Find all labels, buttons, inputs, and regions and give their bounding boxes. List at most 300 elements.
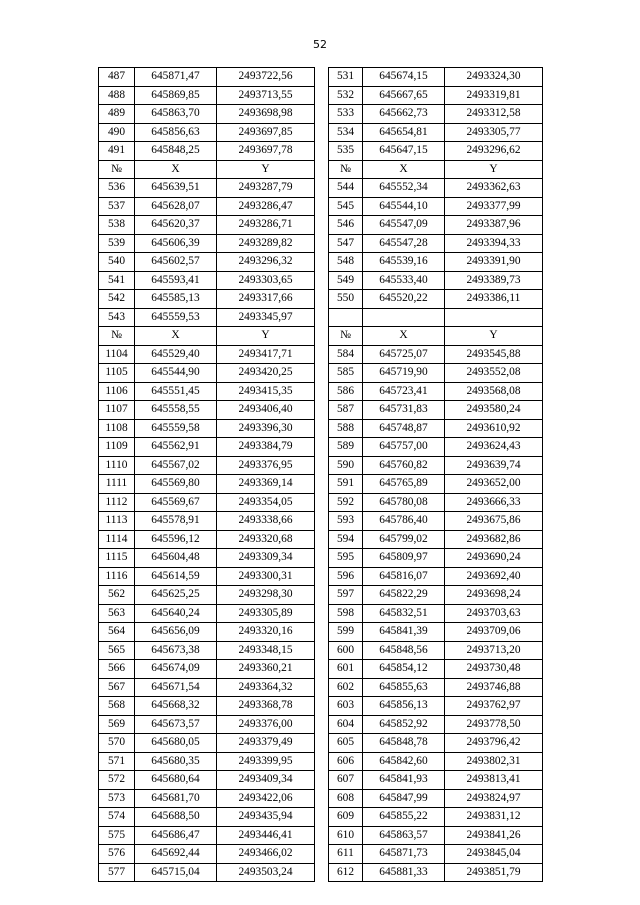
- point-number: 568: [99, 697, 135, 716]
- point-number: 612: [329, 863, 363, 882]
- column-gap: [315, 808, 329, 827]
- column-gap: [315, 863, 329, 882]
- column-gap: [315, 660, 329, 679]
- coord-y: 2493319,81: [445, 86, 543, 105]
- point-number: 611: [329, 845, 363, 864]
- column-gap: [315, 456, 329, 475]
- coord-x: 645848,78: [363, 734, 445, 753]
- table-row: [99, 86, 543, 105]
- coord-y: 2493796,42: [445, 734, 543, 753]
- coord-y: 2493697,78: [217, 142, 315, 161]
- table-row: [99, 789, 543, 808]
- coord-x: 645799,02: [363, 530, 445, 549]
- column-gap: [315, 364, 329, 383]
- column-gap: [315, 752, 329, 771]
- coord-y: 2493624,43: [445, 438, 543, 457]
- coord-x: 645680,05: [135, 734, 217, 753]
- coord-x: 645654,81: [363, 123, 445, 142]
- header-y: Y: [217, 327, 315, 346]
- coord-y: 2493409,34: [217, 771, 315, 790]
- point-number: 586: [329, 382, 363, 401]
- coord-y: 2493722,56: [217, 68, 315, 87]
- point-number: 572: [99, 771, 135, 790]
- point-number: 599: [329, 623, 363, 642]
- coord-x: 645715,04: [135, 863, 217, 882]
- table-row: [99, 68, 543, 87]
- table-row: [99, 715, 543, 734]
- coord-x: 645841,39: [363, 623, 445, 642]
- coord-x: 645625,25: [135, 586, 217, 605]
- point-number: 585: [329, 364, 363, 383]
- point-number: 541: [99, 271, 135, 290]
- coord-x: 645569,80: [135, 475, 217, 494]
- point-number: 605: [329, 734, 363, 753]
- table-row: [99, 678, 543, 697]
- point-number: 570: [99, 734, 135, 753]
- table-row: [99, 197, 543, 216]
- point-number: 594: [329, 530, 363, 549]
- point-number: 546: [329, 216, 363, 235]
- point-number: 534: [329, 123, 363, 142]
- coord-x: 645881,33: [363, 863, 445, 882]
- coord-y: 2493348,15: [217, 641, 315, 660]
- coord-y: 2493389,73: [445, 271, 543, 290]
- coord-x: 645604,48: [135, 549, 217, 568]
- point-number: 598: [329, 604, 363, 623]
- table-row: [99, 752, 543, 771]
- coord-x: 645855,63: [363, 678, 445, 697]
- point-number: 593: [329, 512, 363, 531]
- coord-x: 645547,28: [363, 234, 445, 253]
- coordinates-table: [98, 67, 543, 882]
- point-number: 562: [99, 586, 135, 605]
- coord-y: 2493396,30: [217, 419, 315, 438]
- point-number: 587: [329, 401, 363, 420]
- point-number: 600: [329, 641, 363, 660]
- coord-y: 2493709,06: [445, 623, 543, 642]
- column-gap: [315, 789, 329, 808]
- column-gap: [315, 512, 329, 531]
- point-number: 588: [329, 419, 363, 438]
- coord-x: 645562,91: [135, 438, 217, 457]
- coord-y: 2493376,00: [217, 715, 315, 734]
- point-number: 564: [99, 623, 135, 642]
- coord-x: 645847,99: [363, 789, 445, 808]
- coord-y: 2493824,97: [445, 789, 543, 808]
- column-gap: [315, 160, 329, 179]
- column-gap: [315, 697, 329, 716]
- coord-x: 645855,22: [363, 808, 445, 827]
- coord-x: 645559,53: [135, 308, 217, 327]
- column-gap: [315, 253, 329, 272]
- table-row: [99, 604, 543, 623]
- coord-x: 645856,13: [363, 697, 445, 716]
- coord-x: 645848,56: [363, 641, 445, 660]
- point-number: 548: [329, 253, 363, 272]
- coord-y: 2493345,97: [217, 308, 315, 327]
- point-number: 577: [99, 863, 135, 882]
- table-row: [99, 105, 543, 124]
- point-number: 547: [329, 234, 363, 253]
- coord-x: 645871,47: [135, 68, 217, 87]
- coord-x: 645854,12: [363, 660, 445, 679]
- coord-x: 645871,73: [363, 845, 445, 864]
- column-gap: [315, 586, 329, 605]
- coord-y: 2493362,63: [445, 179, 543, 198]
- column-gap: [315, 401, 329, 420]
- table-row: [99, 308, 543, 327]
- point-number: 1108: [99, 419, 135, 438]
- column-gap: [315, 327, 329, 346]
- coord-x: 645559,58: [135, 419, 217, 438]
- coord-y: 2493580,24: [445, 401, 543, 420]
- coord-x: 645547,09: [363, 216, 445, 235]
- coord-x: 645544,90: [135, 364, 217, 383]
- coord-y: 2493703,63: [445, 604, 543, 623]
- column-gap: [315, 493, 329, 512]
- table-row: [99, 364, 543, 383]
- table-row: [99, 493, 543, 512]
- coord-y: 2493406,40: [217, 401, 315, 420]
- coord-y: 2493610,92: [445, 419, 543, 438]
- column-gap: [315, 475, 329, 494]
- column-gap: [315, 530, 329, 549]
- coord-x: 645816,07: [363, 567, 445, 586]
- coord-y: 2493417,71: [217, 345, 315, 364]
- column-gap: [315, 845, 329, 864]
- point-number: 565: [99, 641, 135, 660]
- point-number: 549: [329, 271, 363, 290]
- page-number: 52: [313, 38, 327, 51]
- coord-y: 2493320,16: [217, 623, 315, 642]
- coord-x: 645809,97: [363, 549, 445, 568]
- coord-x: 645748,87: [363, 419, 445, 438]
- coord-y: 2493300,31: [217, 567, 315, 586]
- coord-y: 2493324,30: [445, 68, 543, 87]
- point-number: 1106: [99, 382, 135, 401]
- coord-x: 645780,08: [363, 493, 445, 512]
- point-number: 1113: [99, 512, 135, 531]
- coord-x: 645688,50: [135, 808, 217, 827]
- point-number: 592: [329, 493, 363, 512]
- coord-x: 645529,40: [135, 345, 217, 364]
- coord-x: 645822,29: [363, 586, 445, 605]
- coord-x: 645686,47: [135, 826, 217, 845]
- table-row: [99, 641, 543, 660]
- table-row: [99, 826, 543, 845]
- point-number: 1109: [99, 438, 135, 457]
- coord-x: 645533,40: [363, 271, 445, 290]
- point-number: 607: [329, 771, 363, 790]
- column-gap: [315, 123, 329, 142]
- column-gap: [315, 308, 329, 327]
- coord-x: 645539,16: [363, 253, 445, 272]
- coord-x: 645848,25: [135, 142, 217, 161]
- point-number: 1114: [99, 530, 135, 549]
- coord-x: 645640,24: [135, 604, 217, 623]
- point-number: 569: [99, 715, 135, 734]
- table-row: [99, 697, 543, 716]
- coord-x: 645593,41: [135, 271, 217, 290]
- column-gap: [315, 419, 329, 438]
- coord-y: 2493312,58: [445, 105, 543, 124]
- coord-x: 645667,65: [363, 86, 445, 105]
- coord-x: 645671,54: [135, 678, 217, 697]
- coord-x: 645680,35: [135, 752, 217, 771]
- column-gap: [315, 382, 329, 401]
- table-row: [99, 253, 543, 272]
- table-header-row: [99, 160, 543, 179]
- coord-y: 2493384,79: [217, 438, 315, 457]
- table-row: [99, 456, 543, 475]
- coord-x: 645585,13: [135, 290, 217, 309]
- column-gap: [315, 216, 329, 235]
- column-gap: [315, 105, 329, 124]
- point-number: 597: [329, 586, 363, 605]
- point-number: 544: [329, 179, 363, 198]
- table-row: [99, 734, 543, 753]
- coord-y: 2493399,95: [217, 752, 315, 771]
- header-num: №: [99, 327, 135, 346]
- coord-x: 645863,70: [135, 105, 217, 124]
- point-number: 490: [99, 123, 135, 142]
- point-number: 489: [99, 105, 135, 124]
- table-row: [99, 234, 543, 253]
- table-row: [99, 438, 543, 457]
- coord-x: 645725,07: [363, 345, 445, 364]
- header-y: Y: [445, 327, 543, 346]
- column-gap: [315, 678, 329, 697]
- coord-x: 645719,90: [363, 364, 445, 383]
- point-number: 1111: [99, 475, 135, 494]
- header-x: X: [363, 160, 445, 179]
- point-number: 609: [329, 808, 363, 827]
- coord-x: 645569,67: [135, 493, 217, 512]
- point-number: 595: [329, 549, 363, 568]
- coord-x: 645757,00: [363, 438, 445, 457]
- coord-y: 2493305,77: [445, 123, 543, 142]
- empty-cell: [329, 308, 363, 327]
- column-gap: [315, 734, 329, 753]
- coord-x: 645662,73: [363, 105, 445, 124]
- coord-x: 645620,37: [135, 216, 217, 235]
- coord-y: 2493762,97: [445, 697, 543, 716]
- coord-y: 2493420,25: [217, 364, 315, 383]
- point-number: 567: [99, 678, 135, 697]
- coord-x: 645656,09: [135, 623, 217, 642]
- point-number: 545: [329, 197, 363, 216]
- point-number: 1116: [99, 567, 135, 586]
- coord-y: 2493698,98: [217, 105, 315, 124]
- point-number: 542: [99, 290, 135, 309]
- coord-y: 2493368,78: [217, 697, 315, 716]
- point-number: 537: [99, 197, 135, 216]
- coord-y: 2493690,24: [445, 549, 543, 568]
- coord-y: 2493394,33: [445, 234, 543, 253]
- table-row: [99, 863, 543, 882]
- column-gap: [315, 234, 329, 253]
- point-number: 571: [99, 752, 135, 771]
- coord-y: 2493422,06: [217, 789, 315, 808]
- point-number: 539: [99, 234, 135, 253]
- table-row: [99, 660, 543, 679]
- point-number: 543: [99, 308, 135, 327]
- point-number: 610: [329, 826, 363, 845]
- point-number: 1104: [99, 345, 135, 364]
- coord-y: 2493831,12: [445, 808, 543, 827]
- table-row: [99, 216, 543, 235]
- coord-x: 645596,12: [135, 530, 217, 549]
- coord-y: 2493552,08: [445, 364, 543, 383]
- coord-x: 645673,38: [135, 641, 217, 660]
- point-number: 1115: [99, 549, 135, 568]
- point-number: 487: [99, 68, 135, 87]
- coord-y: 2493303,65: [217, 271, 315, 290]
- coord-y: 2493639,74: [445, 456, 543, 475]
- point-number: 540: [99, 253, 135, 272]
- point-number: 603: [329, 697, 363, 716]
- table-row: [99, 142, 543, 161]
- column-gap: [315, 826, 329, 845]
- coord-x: 645558,55: [135, 401, 217, 420]
- coord-x: 645578,91: [135, 512, 217, 531]
- table-row: [99, 271, 543, 290]
- coord-y: 2493415,35: [217, 382, 315, 401]
- coord-x: 645842,60: [363, 752, 445, 771]
- coord-x: 645674,15: [363, 68, 445, 87]
- coord-x: 645852,92: [363, 715, 445, 734]
- point-number: 535: [329, 142, 363, 161]
- coord-y: 2493289,82: [217, 234, 315, 253]
- coord-y: 2493286,71: [217, 216, 315, 235]
- coord-y: 2493675,86: [445, 512, 543, 531]
- point-number: 1105: [99, 364, 135, 383]
- coord-y: 2493698,24: [445, 586, 543, 605]
- coord-x: 645863,57: [363, 826, 445, 845]
- coord-x: 645832,51: [363, 604, 445, 623]
- coord-y: 2493545,88: [445, 345, 543, 364]
- coord-y: 2493435,94: [217, 808, 315, 827]
- table-row: [99, 401, 543, 420]
- point-number: 563: [99, 604, 135, 623]
- empty-cell: [363, 308, 445, 327]
- coord-x: 645647,15: [363, 142, 445, 161]
- point-number: 532: [329, 86, 363, 105]
- column-gap: [315, 771, 329, 790]
- coord-y: 2493360,21: [217, 660, 315, 679]
- header-x: X: [135, 327, 217, 346]
- coord-y: 2493778,50: [445, 715, 543, 734]
- coord-x: 645681,70: [135, 789, 217, 808]
- column-gap: [315, 142, 329, 161]
- point-number: 573: [99, 789, 135, 808]
- coord-y: 2493666,33: [445, 493, 543, 512]
- table-row: [99, 179, 543, 198]
- coord-y: 2493286,47: [217, 197, 315, 216]
- coord-y: 2493652,00: [445, 475, 543, 494]
- column-gap: [315, 345, 329, 364]
- coord-y: 2493713,20: [445, 641, 543, 660]
- column-gap: [315, 438, 329, 457]
- coord-y: 2493692,40: [445, 567, 543, 586]
- point-number: 538: [99, 216, 135, 235]
- coord-y: 2493713,55: [217, 86, 315, 105]
- table-row: [99, 530, 543, 549]
- coord-x: 645673,57: [135, 715, 217, 734]
- table-row: [99, 123, 543, 142]
- point-number: 606: [329, 752, 363, 771]
- table-header-row: [99, 327, 543, 346]
- coord-x: 645841,93: [363, 771, 445, 790]
- coord-y: 2493813,41: [445, 771, 543, 790]
- point-number: 574: [99, 808, 135, 827]
- coord-y: 2493364,32: [217, 678, 315, 697]
- header-num: №: [99, 160, 135, 179]
- coord-x: 645674,09: [135, 660, 217, 679]
- point-number: 576: [99, 845, 135, 864]
- point-number: 604: [329, 715, 363, 734]
- column-gap: [315, 549, 329, 568]
- point-number: 584: [329, 345, 363, 364]
- coord-x: 645606,39: [135, 234, 217, 253]
- point-number: 1112: [99, 493, 135, 512]
- table-row: [99, 845, 543, 864]
- coord-x: 645567,02: [135, 456, 217, 475]
- coord-y: 2493387,96: [445, 216, 543, 235]
- coord-y: 2493369,14: [217, 475, 315, 494]
- column-gap: [315, 197, 329, 216]
- point-number: 531: [329, 68, 363, 87]
- coord-y: 2493377,99: [445, 197, 543, 216]
- table-row: [99, 808, 543, 827]
- column-gap: [315, 715, 329, 734]
- coord-y: 2493446,41: [217, 826, 315, 845]
- table-row: [99, 475, 543, 494]
- coord-y: 2493730,48: [445, 660, 543, 679]
- point-number: 608: [329, 789, 363, 808]
- coord-y: 2493309,34: [217, 549, 315, 568]
- point-number: 601: [329, 660, 363, 679]
- coord-y: 2493338,66: [217, 512, 315, 531]
- column-gap: [315, 604, 329, 623]
- point-number: 491: [99, 142, 135, 161]
- header-num: №: [329, 160, 363, 179]
- coord-y: 2493841,26: [445, 826, 543, 845]
- point-number: 566: [99, 660, 135, 679]
- point-number: 575: [99, 826, 135, 845]
- point-number: 1107: [99, 401, 135, 420]
- coord-y: 2493466,02: [217, 845, 315, 864]
- coord-y: 2493386,11: [445, 290, 543, 309]
- coord-y: 2493568,08: [445, 382, 543, 401]
- coord-x: 645692,44: [135, 845, 217, 864]
- column-gap: [315, 641, 329, 660]
- coord-y: 2493296,62: [445, 142, 543, 161]
- table-row: [99, 345, 543, 364]
- coord-y: 2493296,32: [217, 253, 315, 272]
- header-x: X: [135, 160, 217, 179]
- column-gap: [315, 567, 329, 586]
- coord-x: 645552,34: [363, 179, 445, 198]
- coord-y: 2493298,30: [217, 586, 315, 605]
- column-gap: [315, 179, 329, 198]
- header-x: X: [363, 327, 445, 346]
- point-number: 590: [329, 456, 363, 475]
- point-number: 596: [329, 567, 363, 586]
- column-gap: [315, 271, 329, 290]
- table-row: [99, 290, 543, 309]
- table-row: [99, 512, 543, 531]
